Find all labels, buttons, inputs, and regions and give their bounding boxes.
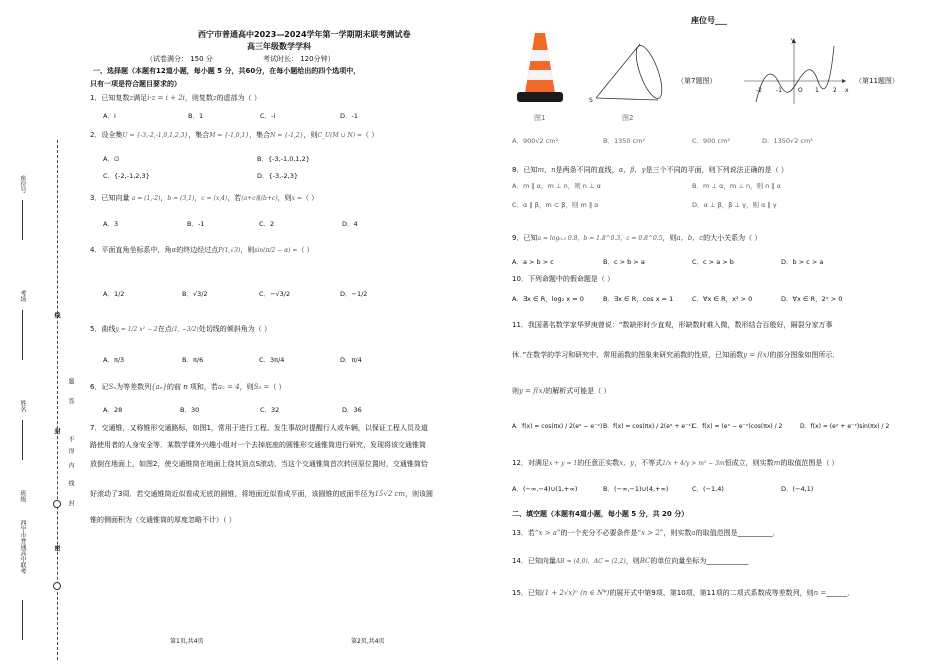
q11-line3a: 则 — [512, 387, 519, 395]
gutter-seal-char: 封 — [67, 500, 74, 506]
gutter-seal-char: 内 — [67, 462, 74, 468]
q4-P: P(1,√3) — [218, 247, 241, 254]
graph-origin-label: O — [798, 87, 803, 94]
q3-option-d[interactable]: D．4 — [342, 220, 358, 228]
q9-vars: a，b，c — [676, 234, 704, 242]
gutter-class-label: 班级 — [19, 490, 26, 502]
q14-tail: ，则 — [625, 557, 640, 565]
q11-line3b: 的解析式可能是（ ） — [545, 387, 611, 395]
q6-option-a[interactable]: A．28 — [103, 406, 123, 414]
q6-cond: a₂ = 4 — [217, 383, 240, 391]
q9-option-a[interactable]: A．a > b > c — [512, 258, 554, 266]
q2-N: N = {-1,2} — [270, 132, 304, 139]
q2-option-b[interactable]: B．{-3,-1,0,1,2} — [257, 155, 310, 163]
seat-number: 座位号___ — [691, 16, 727, 25]
question-9 — [512, 234, 761, 243]
q4-option-d[interactable]: D．−1/2 — [340, 290, 368, 298]
q9-expr: a = log₀.₅ 0.8，b = 1.8^0.3，c = 0.8^0.5 — [537, 235, 663, 242]
section1-heading: 一、选择题（本题有12道小题，每小题 5 分，共60分，在每小题给出的四个选项中， — [93, 67, 361, 75]
q12-mid2: ，不等式 — [634, 459, 663, 467]
q3-option-a[interactable]: A．3 — [103, 220, 119, 228]
q8-m: m — [537, 166, 545, 174]
q11-line2a: 休．”在数学的学习和研究中，常用函数的图象来研究函数的性质，已知函数 — [512, 351, 744, 359]
q5-option-d[interactable]: D．π/4 — [340, 356, 362, 364]
q2-tail: ，则 — [303, 131, 318, 139]
q3-cond: (a+c)∥(b+c) — [241, 195, 278, 202]
figure-2-caption: 图2 — [622, 114, 634, 122]
q6-text: 6．记 — [90, 383, 109, 391]
q13-end: 的取值范围是__________． — [695, 529, 780, 537]
question-6 — [90, 383, 286, 392]
q1-option-a[interactable]: A．i — [103, 112, 116, 120]
q15-expr: (1 + 2√x)ⁿ (n ∈ N*) — [541, 589, 610, 597]
q1-tail: ，则复数 — [184, 94, 213, 102]
q11-option-d[interactable]: D．f(x) = (eˣ + e⁻ˣ)sin(πx) / 2 — [800, 423, 890, 430]
q4-mid: 的终边经过点 — [176, 246, 219, 254]
q6-option-d[interactable]: D．36 — [342, 406, 362, 414]
q14-BC: BC — [639, 557, 651, 565]
question-8 — [512, 166, 788, 175]
q6-mid2: 的前 n 项和，若 — [167, 383, 218, 391]
gutter-seal-char: 线 — [67, 480, 74, 486]
gutter-name-line — [22, 420, 24, 460]
q11-function-graph — [742, 36, 850, 106]
question-15 — [512, 589, 854, 598]
q11-line2b: 的部分图象如图所示． — [769, 351, 840, 359]
q12-option-a[interactable]: A．(−∞,−4)∪(1,+∞) — [512, 485, 578, 493]
gutter-seat-line — [22, 200, 24, 240]
q8-mid2: 是两条不同的直线， — [555, 166, 619, 174]
q1-eq: i·z = i + 2i — [147, 94, 185, 102]
q7-line-5: 锥的侧面积为（交通锥筒的厚度忽略不计）（ ） — [90, 516, 236, 524]
q4-end: （ ） — [297, 246, 314, 254]
q6-end: （ ） — [269, 383, 286, 391]
gutter-circle — [53, 500, 61, 508]
q7-option-b[interactable]: B．1350 cm² — [603, 137, 646, 145]
question-1 — [90, 94, 261, 103]
q11-option-a[interactable]: A．f(x) = cos(πx) / 2(eˣ − e⁻ˣ) — [512, 423, 603, 430]
q8-option-c[interactable]: C．α ∥ β，m ⊂ β，则 m ∥ α — [512, 201, 599, 209]
q14-text: 14．已知向量 — [512, 557, 556, 565]
q9-text: 9．已知 — [512, 234, 538, 242]
q5-option-a[interactable]: A．π/3 — [103, 356, 125, 364]
q12-cond: x + y = 1 — [548, 460, 578, 467]
gutter-school-label: 西宁市普通高中联考 — [19, 520, 26, 574]
q7-line4a: 好滚动了3周．若交通锥筒近似看成无底的圆锥，将地面近似看成平面，该圆锥的底面半径为 — [90, 490, 375, 498]
q10-option-a[interactable]: A．∃x ∈ R，log₂ x = 0 — [512, 295, 584, 303]
exam-title: 西宁市普通高中2023—2024学年第一学期期末联考测试卷 — [198, 30, 411, 39]
cone-sketch-figure — [588, 40, 668, 105]
q6-Sn: Sₙ — [108, 383, 117, 391]
q15-n: n = — [813, 589, 827, 597]
q7-option-d[interactable]: D．1350√2 cm² — [762, 137, 813, 145]
question-13 — [512, 529, 780, 538]
q14-end: 的单位向量坐标为____________ — [650, 557, 749, 565]
q8-option-d[interactable]: D．α ⊥ β，β ⊥ γ，则 α ∥ γ — [692, 201, 777, 209]
section2-heading: 二、填空题（本题有4道小题，每小题 5 分，共 20 分） — [512, 510, 689, 518]
q8-option-b[interactable]: B．m ⊥ α，m ⊥ n，则 n ∥ α — [692, 182, 781, 190]
q2-M: M = {-1,0,1} — [209, 132, 250, 139]
q3-text: 3．已知向量 — [90, 194, 130, 202]
q8-text: 8．已知 — [512, 166, 538, 174]
q1-option-d[interactable]: D．-1 — [340, 112, 358, 120]
question-10: 10．下列命题中的假命题是（ ） — [512, 275, 615, 283]
q7-line-1: 7．交通锥，又称锥形交通路标，如图1，常用于进行工程、发生事故时提醒行人或车辆，以保证工程人员及道 — [90, 424, 428, 432]
q7-line-2: 路使用者的人身安全等．某数学课外兴趣小组对一个去掉底座的圆锥形交通锥筒进行研究，发现将该交通锥筒 — [90, 441, 426, 449]
q1-text: 1．已知复数 — [90, 94, 130, 102]
gutter-school-line — [22, 600, 24, 640]
gutter-name-label: 姓名 — [19, 400, 26, 412]
q1-mid: 满足 — [133, 94, 148, 102]
q4-alpha: α — [171, 246, 177, 254]
cone-vertex-label: S — [589, 97, 593, 104]
q7-option-a[interactable]: A．900√2 cm² — [512, 137, 559, 145]
graph-tick-label: -2 — [756, 87, 762, 94]
q3-b: b = (3,1) — [167, 195, 195, 202]
q5-pt: (1, −3/2) — [171, 326, 199, 333]
q7-line-3: 放倒在地面上，如图2，使交通锥筒在地面上绕其顶点S滚动，当这个交通锥筒首次转回原位置时，交通锥筒恰 — [90, 460, 428, 468]
q13-cond2: “x > 2” — [637, 529, 664, 537]
q2-U: U = {-3,-2,-1,0,1,2,3} — [122, 132, 189, 139]
q12-end: 的取值范围是（ ） — [780, 459, 839, 467]
page-footer-left: 第1页,共4页 — [170, 638, 204, 645]
graph-x-label: x — [845, 87, 849, 94]
q2-mid: ，集合 — [188, 131, 210, 139]
q11-line-3 — [512, 387, 611, 396]
q7-line-4 — [90, 490, 433, 499]
q13-tail: ，则实数 — [663, 529, 692, 537]
q2-option-d[interactable]: D．{-3,-2,3} — [257, 172, 299, 180]
q11-option-c[interactable]: C．f(x) = (eˣ − e⁻ˣ)cos(πx) / 2 — [692, 423, 783, 430]
q5-mid: 在点 — [157, 325, 172, 333]
graph-tick-label: 2 — [833, 87, 837, 94]
q2-option-a[interactable]: A．∅ — [103, 155, 120, 163]
q2-option-c[interactable]: C．{-2,-1,2,3} — [103, 172, 150, 180]
q8-mid: ， — [544, 166, 552, 174]
q12-mid: 的任意正实数 — [577, 459, 620, 467]
q3-option-c[interactable]: C．2 — [259, 220, 275, 228]
question-14 — [512, 557, 748, 566]
gutter-room-label: 考场 — [19, 290, 26, 302]
traffic-cone-figure — [515, 28, 565, 108]
q5-curve: y = 1/2 x² − 2 — [115, 326, 158, 333]
q1-option-b[interactable]: B．1 — [188, 112, 204, 120]
q6-option-b[interactable]: B．30 — [180, 406, 200, 414]
q15-text: 15．已知 — [512, 589, 542, 597]
q5-option-c[interactable]: C．3π/4 — [259, 356, 285, 364]
q2-end: （ ） — [361, 131, 379, 139]
gutter-seal-char: 封 — [53, 428, 60, 434]
graph-tick-label: -1 — [776, 87, 782, 94]
q7-figure-label: （第7题图） — [677, 77, 717, 85]
question-5 — [90, 325, 271, 334]
q5-text: 5．曲线 — [90, 325, 116, 333]
question-4 — [90, 246, 314, 255]
q7-line4b: ，则该圆 — [405, 490, 434, 498]
q4-tail: ，则 — [240, 246, 255, 254]
q6-option-c[interactable]: C．32 — [260, 406, 280, 414]
gutter-seal-char: 答 — [67, 398, 74, 404]
q9-option-d[interactable]: D．b > c > a — [781, 258, 824, 266]
q6-an: {aₙ} — [151, 383, 168, 391]
q12-option-d[interactable]: D．(−4,1) — [781, 485, 814, 493]
gutter-seal-char: 得 — [67, 448, 74, 454]
q10-option-b[interactable]: B．∃x ∈ R，cos x = 1 — [603, 295, 674, 303]
section1-heading-cont: 只有一项是符合题目要求的） — [90, 80, 181, 88]
q4-expr: sin(π/2 − α) = — [254, 247, 298, 254]
q12-option-c[interactable]: C．(−1,4) — [692, 485, 724, 493]
q3-end: （ ） — [301, 194, 319, 202]
page-footer-right: 第2页,共4页 — [351, 638, 385, 645]
q6-mid: 为等差数列 — [116, 383, 152, 391]
q12-tail: 恒成立，则实数 — [724, 459, 774, 467]
gutter-seat-label: 座位号 — [19, 175, 26, 193]
q13-mid: 的一个充分不必要条件是 — [560, 529, 638, 537]
q13-text: 13．若 — [512, 529, 535, 537]
q6-S: S₅ = — [253, 383, 270, 391]
q10-option-d[interactable]: D．∀x ∈ R，2ˣ > 0 — [781, 295, 843, 303]
q3-x: x = — [291, 195, 302, 202]
q1-tail2: 的虚部为（ ） — [216, 94, 261, 102]
q11-option-b[interactable]: B．f(x) = cos(πx) / 2(eˣ + e⁻ˣ) — [603, 423, 694, 430]
q7-radius: 15√2 cm — [374, 490, 406, 498]
graph-tick-label: 1 — [815, 87, 819, 94]
exam-time: 考试时长： 120分钟） — [263, 55, 335, 63]
q8-n: n — [551, 166, 556, 174]
q14-vecs: AB = (4,0)，AC = (2,2) — [555, 558, 626, 565]
gutter-seal-char: 题 — [67, 378, 74, 384]
q9-option-c[interactable]: C．c > a > b — [692, 258, 734, 266]
exam-score: （试卷满分： 150 分 — [146, 55, 213, 63]
q9-end: 的大小关系为（ ） — [703, 234, 762, 242]
figure-1-caption: 图1 — [534, 114, 546, 122]
q1-z: z — [129, 94, 134, 102]
gutter-seal-char: 不 — [67, 436, 74, 442]
q11-line-1: 11．我国著名数学家华罗庚曾说：“数缺形时少直观，形缺数时难入微，数形结合百般好，隔裂分家万事 — [512, 321, 833, 329]
q4-option-a[interactable]: A．1/2 — [103, 290, 125, 298]
gutter-circle — [53, 582, 61, 590]
q12-option-b[interactable]: B．(−∞,−1)∪(4,+∞) — [603, 485, 669, 493]
q3-a: a = (1,-2) — [131, 195, 161, 202]
q8-option-a[interactable]: A．m ∥ α，m ⊥ n，则 n ⊥ α — [512, 182, 601, 190]
question-2 — [90, 131, 378, 140]
gutter-seal-char: 密 — [53, 545, 60, 551]
q4-text: 4．平面直角坐标系中，角 — [90, 246, 172, 254]
q9-tail: ，则 — [662, 234, 677, 242]
q11-line-2 — [512, 351, 839, 360]
q12-m: m — [773, 459, 781, 467]
q6-tail: ，则 — [239, 383, 254, 391]
q1-option-c[interactable]: C．-i — [260, 112, 276, 120]
q11-figure-label: （第11题图） — [855, 77, 899, 85]
q3-tail: ，则 — [277, 194, 292, 202]
q11-func2: y = f(x) — [519, 387, 546, 395]
q15-end: ______． — [826, 589, 855, 597]
q12-xy: x，y — [619, 459, 635, 467]
q10-option-c[interactable]: C．∀x ∈ R，x² > 0 — [692, 295, 753, 303]
q2-text: 2．设全集 — [90, 131, 123, 139]
exam-subtitle: 高三年级数学学科 — [247, 42, 311, 51]
q3-mid: ，若 — [227, 194, 242, 202]
question-12 — [512, 459, 839, 468]
q8-planes: α，β，γ — [618, 166, 646, 174]
q2-mid2: ，集合 — [249, 131, 271, 139]
q12-ineq: 1/x + 4/y > m² − 3m — [662, 460, 725, 467]
gutter-seal-char: 线 — [53, 312, 60, 318]
gutter-room-line — [22, 310, 24, 360]
q8-tail: 是三个不同的平面，则下列说法正确的是（ ） — [645, 166, 788, 174]
q13-cond1: “x > a” — [534, 529, 561, 537]
q15-tail: 的展开式中第9项、第10项、第11项的二项式系数成等差数列，则 — [609, 589, 814, 597]
q3-c: c = (x,4) — [201, 195, 228, 202]
q9-option-b[interactable]: B．c > b > a — [603, 258, 645, 266]
q3-option-b[interactable]: B．-1 — [187, 220, 205, 228]
q4-option-b[interactable]: B．√3/2 — [182, 290, 208, 298]
q5-option-b[interactable]: B．π/6 — [182, 356, 204, 364]
question-3: 3．已知向量 a = (1,-2)，b = (3,1)，c = (x,4)，若(a+c)∥(b+c)，则x =（ ） — [90, 194, 319, 202]
q2-expr: C_U(M ∪ N) = — [317, 132, 362, 139]
q7-option-c[interactable]: C．900 cm² — [692, 137, 731, 145]
graph-y-label: y — [791, 37, 795, 44]
q5-tail: 处切线的倾斜角为（ ） — [198, 325, 271, 333]
q13-a: a — [691, 529, 696, 537]
q1-z2: z — [212, 94, 217, 102]
q11-func: y = f(x) — [743, 351, 770, 359]
q4-option-c[interactable]: C．−√3/2 — [259, 290, 291, 298]
q12-text: 12．对满足 — [512, 459, 549, 467]
